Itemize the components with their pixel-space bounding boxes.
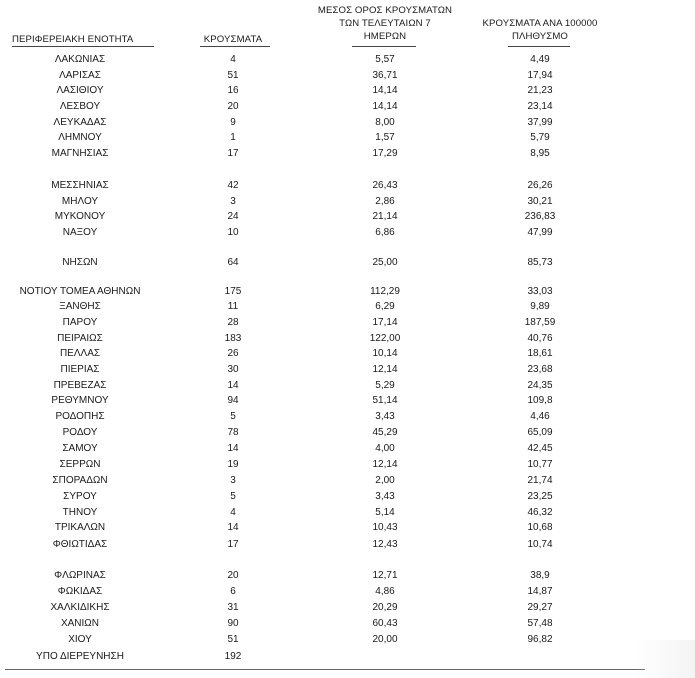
cases-cell: 64 <box>227 257 239 268</box>
avg-cell: 12,14 <box>372 459 398 470</box>
table-row <box>0 650 695 664</box>
per-100k-cell: 42,45 <box>527 443 553 454</box>
per-100k-cell: 4,46 <box>530 411 550 422</box>
cases-cell: 42 <box>227 180 239 191</box>
region-cell: ΠΑΡΟΥ <box>62 317 98 328</box>
header-avg-line-3: ΗΜΕΡΩΝ <box>363 31 407 42</box>
avg-cell: 17,29 <box>372 148 398 159</box>
per-100k-cell: 65,09 <box>527 427 553 438</box>
per-100k-cell: 18,61 <box>527 348 553 359</box>
avg-cell: 6,29 <box>375 301 395 312</box>
header-cases: ΚΡΟΥΣΜΑΤΑ <box>203 34 263 45</box>
region-cell: ΦΩΚΙΔΑΣ <box>57 586 103 597</box>
per-100k-cell: 21,23 <box>527 85 553 96</box>
region-cell: ΜΥΚΟΝΟΥ <box>54 211 106 222</box>
avg-cell: 17,14 <box>372 317 398 328</box>
table-row <box>0 633 695 647</box>
header-avg-7-days <box>305 4 465 43</box>
avg-cell: 4,86 <box>375 586 395 597</box>
per-100k-cell: 187,59 <box>524 317 556 328</box>
table-row <box>0 131 695 145</box>
avg-cell: 6,86 <box>375 227 395 238</box>
avg-cell: 36,71 <box>372 70 398 81</box>
per-100k-cell: 17,94 <box>527 70 553 81</box>
per-100k-cell: 29,27 <box>527 602 553 613</box>
region-cell: ΝΗΣΩΝ <box>62 257 98 268</box>
cases-cell: 6 <box>230 586 236 597</box>
avg-cell: 25,00 <box>372 257 398 268</box>
table-row <box>0 147 695 161</box>
table-row <box>0 210 695 224</box>
per-100k-cell: 10,68 <box>527 522 553 533</box>
avg-cell: 10,43 <box>372 522 398 533</box>
cases-cell: 31 <box>227 602 239 613</box>
cases-cell: 16 <box>227 85 239 96</box>
region-cell: ΛΑΣΙΘΙΟΥ <box>56 85 104 96</box>
table-row <box>0 332 695 346</box>
region-cell: ΛΗΜΝΟΥ <box>58 132 102 143</box>
cases-cell: 9 <box>230 117 236 128</box>
avg-cell: 20,29 <box>372 602 398 613</box>
region-cell: ΡΟΔΟΠΗΣ <box>55 411 105 422</box>
table-row <box>0 179 695 193</box>
cases-cell: 78 <box>227 427 239 438</box>
region-cell: ΡΟΔΟΥ <box>62 427 98 438</box>
avg-cell: 26,43 <box>372 180 398 191</box>
table-row <box>0 585 695 599</box>
cases-cell: 4 <box>230 54 236 65</box>
region-cell: ΝΑΞΟΥ <box>62 227 98 238</box>
region-cell: ΞΑΝΘΗΣ <box>59 301 101 312</box>
per-100k-cell: 4,49 <box>530 54 550 65</box>
cases-cell: 20 <box>227 101 239 112</box>
avg-cell: 5,29 <box>375 380 395 391</box>
cases-cell: 183 <box>224 333 242 344</box>
table-row <box>0 442 695 456</box>
per-100k-cell: 33,03 <box>527 286 553 297</box>
region-cell: ΛΑΡΙΣΑΣ <box>59 70 101 81</box>
per-100k-cell: 21,74 <box>527 475 553 486</box>
region-cell: ΠΡΕΒΕΖΑΣ <box>53 380 107 391</box>
table-row <box>0 601 695 615</box>
cases-cell: 26 <box>227 348 239 359</box>
avg-cell: 3,43 <box>375 491 395 502</box>
header-avg-line-1: ΜΕΣΟΣ ΟΡΟΣ ΚΡΟΥΣΜΑΤΩΝ <box>317 5 453 16</box>
region-cell: ΠΕΛΛΑΣ <box>59 348 101 359</box>
region-cell: ΡΕΘΥΜΝΟΥ <box>51 395 109 406</box>
table-row <box>0 300 695 314</box>
header-underline-avg <box>352 46 416 47</box>
per-100k-cell: 10,74 <box>527 539 553 550</box>
cases-cell: 3 <box>230 196 236 207</box>
per-100k-cell: 23,25 <box>527 491 553 502</box>
region-cell: ΛΑΚΩΝΙΑΣ <box>54 54 106 65</box>
avg-cell: 45,29 <box>372 427 398 438</box>
table-row <box>0 69 695 83</box>
avg-cell: 112,29 <box>370 286 400 297</box>
cases-cell: 51 <box>227 634 239 645</box>
bottom-divider <box>5 669 645 670</box>
region-cell: ΜΕΣΣΗΝΙΑΣ <box>51 180 109 191</box>
table-row <box>0 617 695 631</box>
per-100k-cell: 57,48 <box>527 618 553 629</box>
cases-cell: 175 <box>224 286 242 297</box>
per-100k-cell: 5,79 <box>530 132 550 143</box>
avg-cell: 5,14 <box>375 507 395 518</box>
cases-cell: 17 <box>227 539 239 550</box>
table-row <box>0 285 695 299</box>
header-region: ΠΕΡΙΦΕΡΕΙΑΚΗ ΕΝΟΤΗΤΑ <box>12 34 134 45</box>
avg-cell: 1,57 <box>375 132 395 143</box>
table-row <box>0 569 695 583</box>
region-cell: ΜΑΓΝΗΣΙΑΣ <box>51 148 109 159</box>
table-row <box>0 116 695 130</box>
cases-cell: 10 <box>227 227 239 238</box>
per-100k-cell: 23,14 <box>527 101 553 112</box>
edge-shading <box>635 640 695 678</box>
avg-cell: 4,00 <box>375 443 395 454</box>
cases-cell: 19 <box>227 459 239 470</box>
region-cell: ΛΕΥΚΑΔΑΣ <box>53 117 107 128</box>
cases-cell: 24 <box>227 211 239 222</box>
table-row <box>0 506 695 520</box>
cases-cell: 51 <box>227 70 239 81</box>
avg-cell: 10,14 <box>372 348 398 359</box>
per-100k-cell: 30,21 <box>527 196 553 207</box>
cases-cell: 1 <box>230 132 236 143</box>
per-100k-cell: 38,9 <box>530 570 550 581</box>
region-cell: ΣΑΜΟΥ <box>62 443 98 454</box>
table-row <box>0 100 695 114</box>
header-per-line-1: ΚΡΟΥΣΜΑΤΑ ΑΝΑ 100000 <box>482 18 598 29</box>
table-row <box>0 458 695 472</box>
table-row <box>0 410 695 424</box>
avg-cell: 21,14 <box>372 211 398 222</box>
per-100k-cell: 24,35 <box>527 380 553 391</box>
table-row <box>0 84 695 98</box>
per-100k-cell: 9,89 <box>530 301 550 312</box>
table-row <box>0 379 695 393</box>
avg-cell: 8,00 <box>375 117 395 128</box>
header-avg-line-2: ΤΩΝ ΤΕΛΕΥΤΑΙΩΝ 7 <box>339 18 431 29</box>
table-row <box>0 53 695 67</box>
region-cell: ΣΕΡΡΩΝ <box>59 459 101 470</box>
table-row <box>0 195 695 209</box>
cases-cell: 3 <box>230 475 236 486</box>
cases-cell: 14 <box>227 380 239 391</box>
table-row <box>0 256 695 270</box>
avg-cell: 5,57 <box>375 54 395 65</box>
region-cell: ΜΗΛΟΥ <box>61 196 99 207</box>
table-row <box>0 347 695 361</box>
per-100k-cell: 40,76 <box>527 333 553 344</box>
avg-cell: 2,86 <box>375 196 395 207</box>
per-100k-cell: 47,99 <box>527 227 553 238</box>
region-cell: ΝΟΤΙΟΥ ΤΟΜΕΑ ΑΘΗΝΩΝ <box>19 286 141 297</box>
region-cell: ΛΕΣΒΟΥ <box>59 101 101 112</box>
avg-cell: 12,71 <box>372 570 398 581</box>
avg-cell: 14,14 <box>372 85 398 96</box>
header-per-100k <box>455 17 625 43</box>
avg-cell: 12,43 <box>372 539 398 550</box>
cases-cell: 4 <box>230 507 236 518</box>
per-100k-cell: 96,82 <box>527 634 553 645</box>
region-cell: ΣΠΟΡΑΔΩΝ <box>52 475 108 486</box>
cases-cell: 90 <box>227 618 239 629</box>
table-row <box>0 363 695 377</box>
per-100k-cell: 109,8 <box>527 395 553 406</box>
region-cell: ΠΕΙΡΑΙΩΣ <box>57 333 103 344</box>
header-per-line-2: ΠΛΗΘΥΣΜΟ <box>511 31 568 42</box>
per-100k-cell: 8,95 <box>530 148 550 159</box>
cases-cell: 11 <box>227 301 239 312</box>
region-cell: ΧΑΝΙΩΝ <box>60 618 100 629</box>
avg-cell: 12,14 <box>372 364 398 375</box>
cases-cell: 20 <box>227 570 239 581</box>
per-100k-cell: 46,32 <box>527 507 553 518</box>
table-row <box>0 490 695 504</box>
table-row <box>0 521 695 535</box>
table-row <box>0 394 695 408</box>
cases-cell: 192 <box>224 651 242 662</box>
table-row <box>0 538 695 552</box>
avg-cell: 60,43 <box>372 618 398 629</box>
region-cell: ΤΡΙΚΑΛΩΝ <box>54 522 106 533</box>
avg-cell: 20,00 <box>372 634 398 645</box>
per-100k-cell: 85,73 <box>527 257 553 268</box>
cases-cell: 30 <box>227 364 239 375</box>
region-cell: ΥΠΟ ΔΙΕΡΕΥΝΗΣΗ <box>36 651 124 662</box>
cases-cell: 28 <box>227 317 239 328</box>
region-cell: ΣΥΡΟΥ <box>63 491 97 502</box>
avg-cell: 2,00 <box>375 475 395 486</box>
header-underline-cases <box>200 46 270 47</box>
region-cell: ΦΛΩΡΙΝΑΣ <box>54 570 106 581</box>
avg-cell: 14,14 <box>372 101 398 112</box>
avg-cell: 3,43 <box>375 411 395 422</box>
cases-cell: 14 <box>227 522 239 533</box>
region-cell: ΧΑΛΚΙΔΙΚΗΣ <box>50 602 110 613</box>
per-100k-cell: 14,87 <box>527 586 553 597</box>
region-cell: ΤΗΝΟΥ <box>62 507 98 518</box>
per-100k-cell: 23,68 <box>527 364 553 375</box>
per-100k-cell: 236,83 <box>524 211 556 222</box>
avg-cell: 122,00 <box>369 333 401 344</box>
header-underline-region <box>12 46 154 47</box>
cases-cell: 5 <box>230 411 236 422</box>
cases-cell: 94 <box>227 395 239 406</box>
region-cell: ΠΙΕΡΙΑΣ <box>60 364 100 375</box>
cases-cell: 5 <box>230 491 236 502</box>
region-cell: ΧΙΟΥ <box>68 634 92 645</box>
cases-cell: 14 <box>227 443 239 454</box>
per-100k-cell: 37,99 <box>527 117 553 128</box>
table-row <box>0 316 695 330</box>
table-row <box>0 474 695 488</box>
table-row <box>0 426 695 440</box>
per-100k-cell: 26,26 <box>527 180 553 191</box>
region-cell: ΦΘΙΩΤΙΔΑΣ <box>52 539 108 550</box>
table-row <box>0 226 695 240</box>
per-100k-cell: 10,77 <box>527 459 553 470</box>
avg-cell: 51,14 <box>372 395 398 406</box>
header-underline-per <box>508 46 570 47</box>
cases-cell: 17 <box>227 148 239 159</box>
